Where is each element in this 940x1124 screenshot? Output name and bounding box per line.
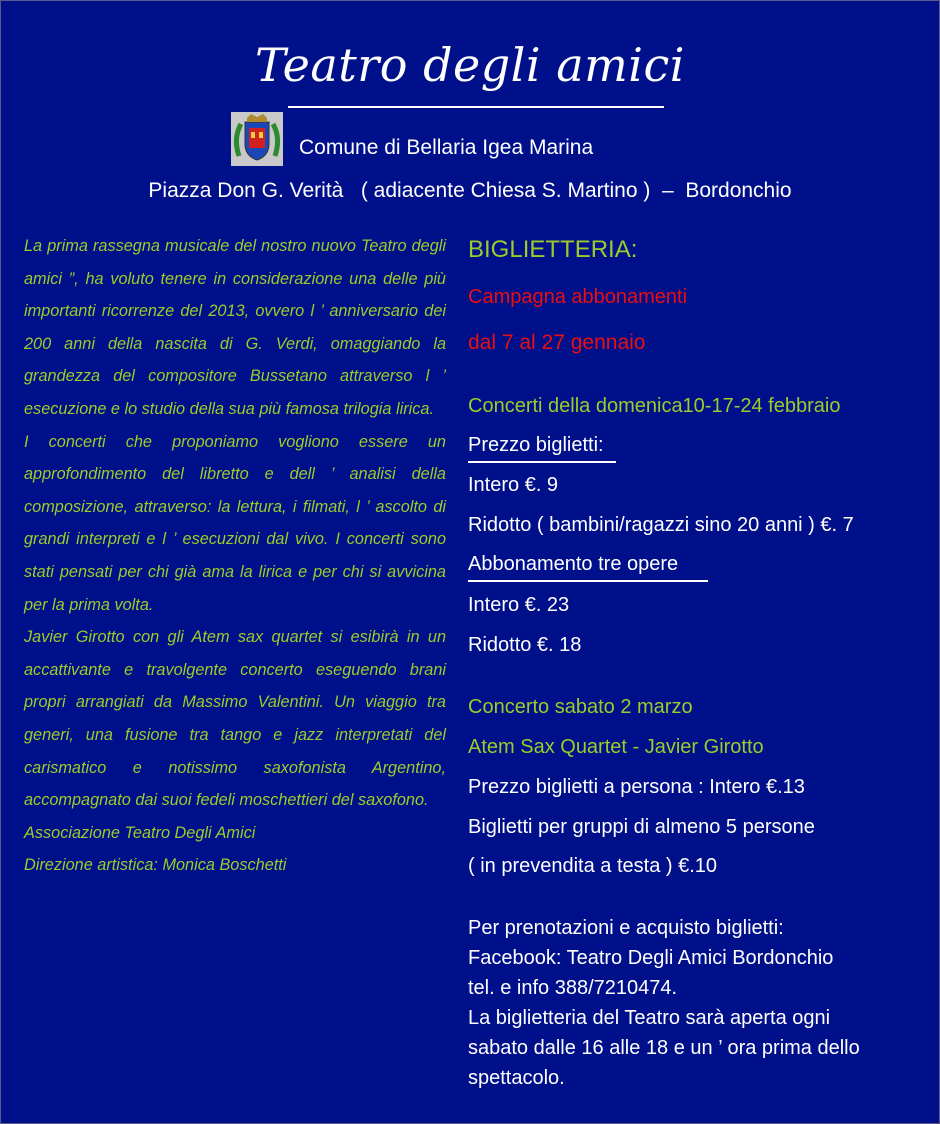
price-per-person: Prezzo biglietti a persona : Intero €.13 xyxy=(468,776,805,798)
group-tickets: Biglietti per gruppi di almeno 5 persone xyxy=(468,816,815,838)
campaign-dates: dal 7 al 27 gennaio xyxy=(468,331,646,354)
subscription-ridotto: Ridotto €. 18 xyxy=(468,634,582,656)
description-paragraph: La prima rassegna musicale del nostro nuovo Teatro degli amici ”, ha voluto tenere in considerazione una delle più importanti ricorrenze del 2013, ovvero l ’ anniversario dei 200 anni della nascita di G. Verdi, omaggiando la grandezza del compositore Bussetano attraverso l ’ esecuzione e lo studio della sua più famosa trilogia lirica. xyxy=(24,237,446,418)
performers: Atem Sax Quartet - Javier Girotto xyxy=(468,736,764,758)
contact-line: spettacolo. xyxy=(468,1067,565,1089)
campaign-title: Campagna abbonamenti xyxy=(468,286,688,308)
municipal-crest-icon xyxy=(231,112,283,166)
subscription-intero: Intero €. 23 xyxy=(468,594,570,616)
venue-address: Piazza Don G. Verità ( adiacente Chiesa S. Martino ) – Bordonchio xyxy=(148,179,792,202)
title-underline xyxy=(288,106,664,108)
saturday-concert: Concerto sabato 2 marzo xyxy=(468,696,693,718)
contact-line: sabato dalle 16 alle 18 e un ’ ora prima dello xyxy=(468,1037,860,1059)
page-title: Teatro degli amici xyxy=(255,38,685,92)
intero-price: Intero €. 9 xyxy=(468,474,559,496)
ridotto-price: Ridotto ( bambini/ragazzi sino 20 anni ) €. 7 xyxy=(468,514,854,536)
facebook-line: Facebook: Teatro Degli Amici Bordonchio xyxy=(468,947,834,969)
description-paragraph: Javier Girotto con gli Atem sax quartet si esibirà in un accattivante e travolgente concerto eseguendo brani propri arrangiati da Massimo Valentini. Un viaggio tra generi, una fusione tra tango e jazz interpretati del carismatico e notissimo saxofonista Argentino, accompagnato dai suoi fedeli moschettieri del saxofono. xyxy=(24,628,446,810)
comune-name: Comune di Bellaria Igea Marina xyxy=(299,136,594,159)
sunday-concerts: Concerti della domenica10-17-24 febbraio xyxy=(468,395,841,417)
description-column xyxy=(24,230,446,882)
ticket-price-label: Prezzo biglietti: xyxy=(468,434,616,463)
subscription-label: Abbonamento tre opere xyxy=(468,553,708,582)
contact-line: Per prenotazioni e acquisto biglietti: xyxy=(468,917,784,939)
signature-association: Associazione Teatro Degli Amici xyxy=(24,823,256,842)
phone-line: tel. e info 388/7210474. xyxy=(468,977,678,999)
presale-price: ( in prevendita a testa ) €.10 xyxy=(468,855,718,877)
description-paragraph: I concerti che proponiamo vogliono essere un approfondimento del libretto e dell ’ analisi della composizione, attraverso: la lettura, i filmati, l ’ ascolto di grandi interpreti e l ’ esecuzioni dal vivo. I concerti sono stati pensati per chi già ama la lirica e per chi si avvicina per la prima volta. xyxy=(24,432,446,614)
ticket-office-heading: BIGLIETTERIA: xyxy=(468,236,638,263)
signature-direction: Direzione artistica: Monica Boschetti xyxy=(24,856,287,875)
contact-line: La biglietteria del Teatro sarà aperta ogni xyxy=(468,1007,831,1029)
contact-info xyxy=(468,913,928,1093)
